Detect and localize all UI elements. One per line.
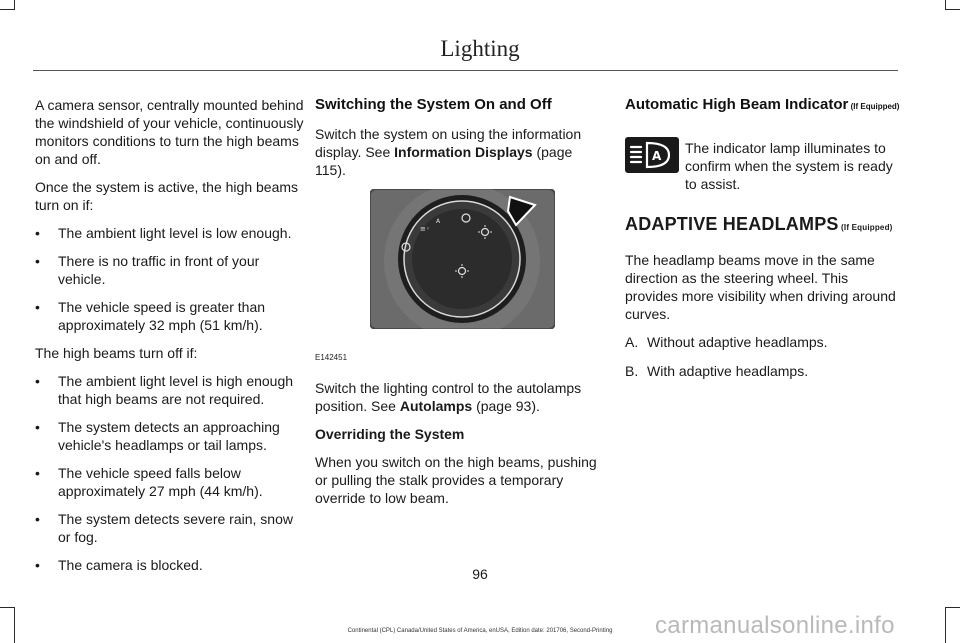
text-run: (page 93). — [472, 398, 540, 414]
svg-text:A: A — [652, 149, 662, 163]
list-item: • There is no traffic in front of your vehicle. — [35, 252, 307, 288]
high-beams-on-lead: Once the system is active, the high beams turn on if: — [35, 179, 299, 213]
overriding-paragraph: When you switch on the high beams, pushing or pulling the stalk provides a temporary override to low beam. — [315, 454, 597, 506]
heading-text: Automatic High Beam Indicator — [625, 96, 849, 113]
auto-high-beam-icon — [625, 137, 679, 173]
header-rule — [33, 70, 898, 71]
crop-mark-top-left-v — [14, 0, 15, 10]
crop-mark-bottom-right-h — [945, 607, 960, 608]
text-run: Switch the system on using the information display. See — [315, 126, 582, 160]
lighting-knob-illustration — [370, 189, 555, 329]
watermark: carmanualsonline.info — [655, 612, 895, 639]
adaptive-headlamps-paragraph: The headlamp beams move in the same direction as the steering wheel. This provides more visibility when driving around curves. — [625, 252, 896, 322]
list-text: With adaptive headlamps. — [647, 363, 809, 379]
list-marker: A. — [625, 334, 639, 350]
high-beams-off-list — [35, 372, 307, 574]
crop-mark-top-right-v — [945, 0, 946, 10]
intro-paragraph: A camera sensor, centrally mounted behind the windshield of your vehicle, continuously monitors conditions to turn the high beams on and off. — [35, 97, 304, 167]
crop-mark-top-left-h — [0, 9, 14, 10]
autolamps-link[interactable]: Autolamps — [399, 398, 473, 414]
footer-edition: Continental (CPL) Canada/United States of America, enUSA, Edition date: 201706, Second-Printing — [347, 628, 613, 634]
switching-heading: Switching the System On and Off — [315, 96, 552, 113]
switching-paragraph — [315, 125, 605, 179]
indicator-heading — [625, 96, 900, 116]
column-right — [625, 96, 900, 391]
list-item — [625, 333, 900, 351]
crop-mark-bottom-left-v — [14, 607, 15, 643]
text-run: (page 115). — [315, 144, 573, 178]
adaptive-headlamps-heading — [625, 215, 900, 237]
page-number: 96 — [472, 566, 488, 582]
adaptive-legend-list — [625, 333, 900, 380]
list-item: • The vehicle speed is greater than approximately 32 mph (51 km/h). — [35, 298, 307, 334]
svg-text:A: A — [436, 218, 441, 225]
page-title: Lighting — [440, 36, 520, 61]
lighting-control-figure — [315, 189, 600, 369]
list-item: • The system detects an approaching vehicle's headlamps or tail lamps. — [35, 418, 307, 454]
list-marker: B. — [625, 363, 639, 379]
list-item: • The system detects severe rain, snow or fog. — [35, 510, 307, 546]
if-equipped-note: (If Equipped) — [838, 223, 893, 232]
if-equipped-note: (If Equipped) — [848, 102, 900, 111]
autolamps-paragraph — [315, 379, 605, 415]
heading-text: ADAPTIVE HEADLAMPS — [625, 214, 839, 234]
indicator-text: The indicator lamp illuminates to confirm when the system is ready to assist. — [685, 140, 893, 192]
high-beams-off-lead: The high beams turn off if: — [35, 345, 198, 361]
text-run: Switch the lighting control to the autolamps position. See — [315, 380, 582, 414]
figure-id: E142451 — [315, 353, 348, 362]
indicator-block — [625, 127, 900, 193]
list-item: • The camera is blocked. — [35, 556, 307, 574]
list-item: • The vehicle speed falls below approximately 27 mph (44 km/h). — [35, 464, 307, 500]
column-left — [35, 96, 307, 584]
list-item: • The ambient light level is high enough that high beams are not required. — [35, 372, 307, 408]
list-item — [625, 362, 900, 380]
list-item: • The ambient light level is low enough. — [35, 224, 307, 242]
crop-mark-bottom-right-v — [945, 607, 946, 643]
column-middle — [315, 96, 605, 517]
high-beams-on-list — [35, 224, 307, 334]
information-displays-link[interactable]: Information Displays — [394, 144, 533, 160]
svg-text:≡◦: ≡◦ — [420, 225, 430, 233]
crop-mark-top-right-h — [945, 9, 960, 10]
crop-mark-bottom-left-h — [0, 607, 14, 608]
overriding-heading: Overriding the System — [315, 426, 465, 442]
list-text: Without adaptive headlamps. — [647, 334, 828, 350]
